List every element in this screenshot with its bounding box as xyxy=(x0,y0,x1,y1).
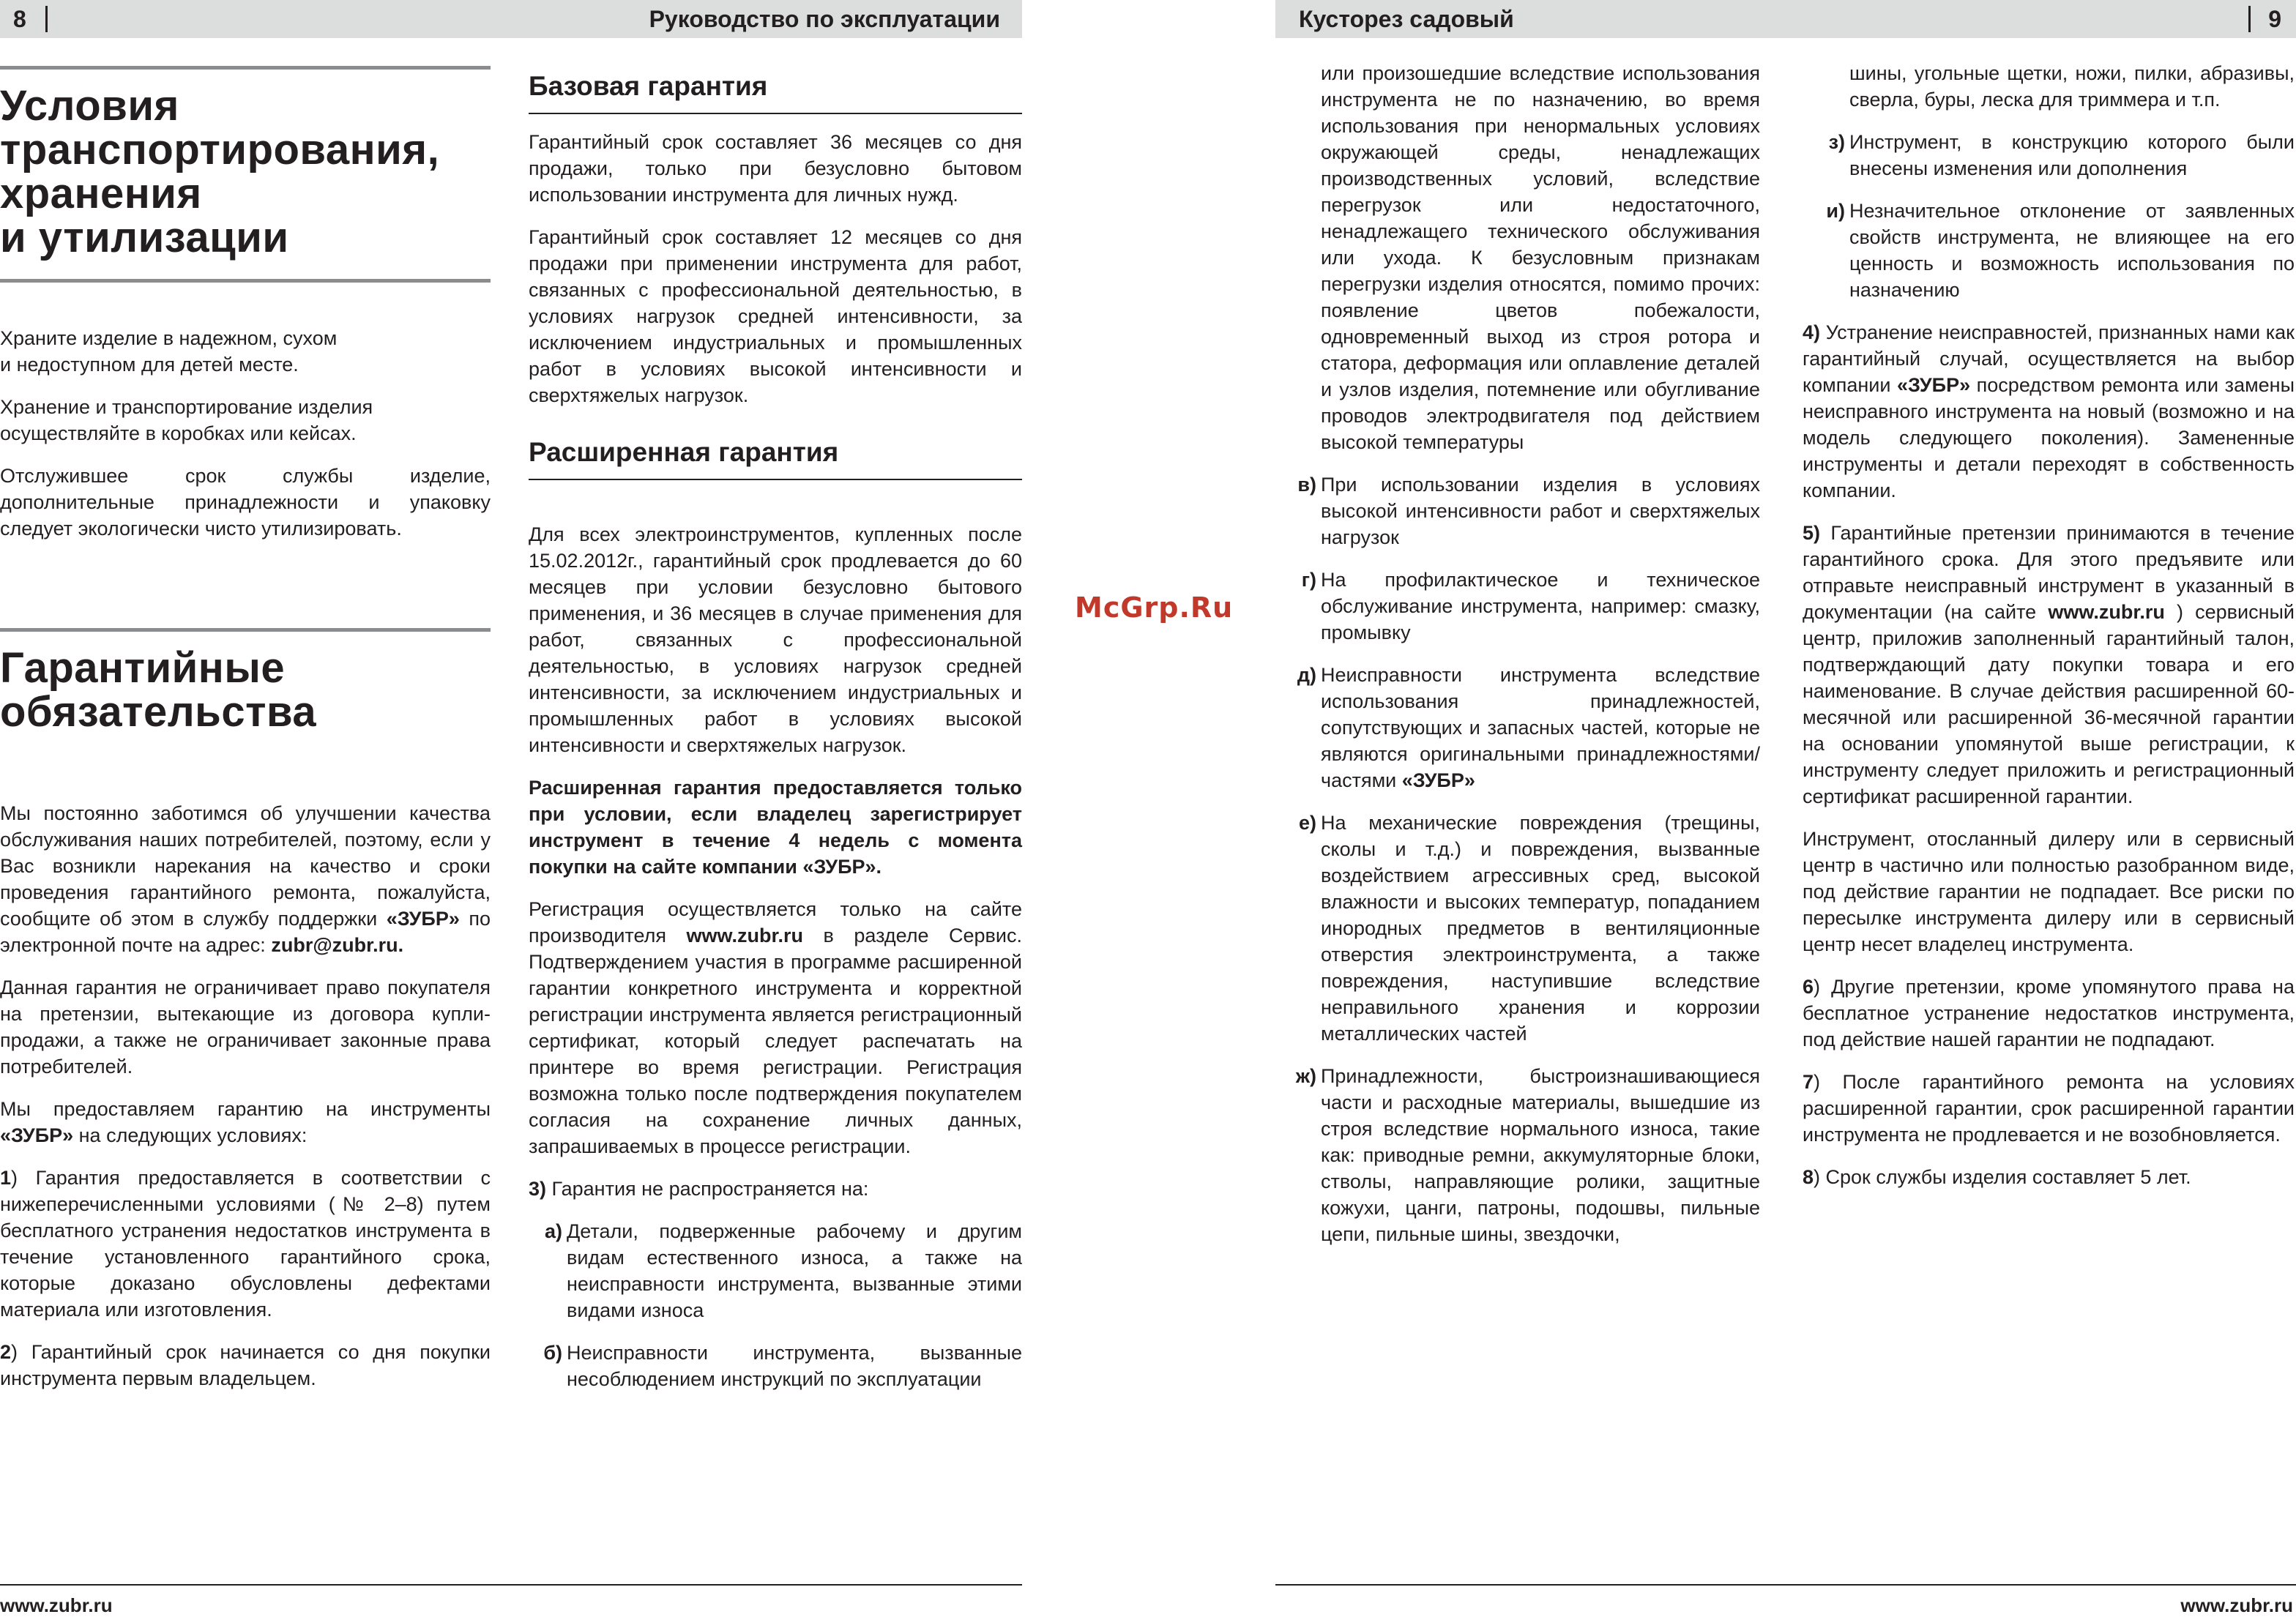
basic-warranty-paragraph: Гарантийный срок составляет 12 месяцев со дня продажи при применении инструмента для работ, связанных с профессиональной деятельностью, в условиях нагрузок средней интенсивности, за исключением индустриальных и промышленных работ в условиях высокой интенсивности и сверхтяжелых нагрузок. xyxy=(529,226,1022,406)
extended-warranty-paragraph: Для всех электроинструментов, купленных после 15.02.2012г., гарантийный срок продлевается до 60 месяцев при условии безусловно бытового применения, и 36 месяцев в случае применения для работ, связанных с профессиональной деятельностью, в условиях нагрузок средней интенсивности, за исключением индустриальных и промышленных работ в условиях высокой интенсивности и сверхтяжелых нагрузок. xyxy=(529,523,1022,756)
footer-rule-right xyxy=(1275,1584,2296,1586)
site-link: www.zubr.ru xyxy=(2048,601,2165,623)
condition-4: 4) Устранение неисправностей, признанных нами как гарантийный случай, осуществляется на выбор компании «ЗУБР» посредством ремонта или замены неисправного инструмента на новый (возможно и на модель следующего поколения). Замененные инструменты и детали переходят в собственность компании. xyxy=(1803,321,2295,501)
left-column-2 xyxy=(529,66,1022,1408)
condition-1: 1) Гарантия предоставляется в соответствии с нижеперечисленными условиями (№ 2–8) путем бесплатного устранения недостатков инструмента в течение установленного гарантийного срока, которые доказано обусловлены дефектами материала или изготовления. xyxy=(0,1167,491,1321)
heading-rule xyxy=(529,479,1022,480)
extended-warranty-condition: Расширенная гарантия предоставляется только при условии, если владелец зарегистрирует инструмент в течение 4 недель с момента покупки на сайте компании «ЗУБР». xyxy=(529,777,1022,878)
condition-7: 7) После гарантийного ремонта на условиях расширенной гарантии, срок расширенной гарантии инструмента не продлевается и не возобновляется. xyxy=(1803,1071,2295,1146)
list-item-b: б) Неисправности инструмента, вызванные несоблюдением инструкций по эксплуатации xyxy=(543,1342,1022,1390)
list-item-g: г) На профилактическое и техническое обслуживание инструмента, например: смазку, промывку xyxy=(1301,569,1760,643)
storage-paragraph: Хранение и транспортирование изделия осуществляйте в коробках или кейсах. xyxy=(0,396,373,444)
right-page-header xyxy=(1275,0,2296,38)
footer-rule-left xyxy=(0,1584,1022,1586)
right-header-title: Кусторез садовый xyxy=(1299,6,1514,32)
left-page-header xyxy=(0,0,1022,38)
right-column-2 xyxy=(1803,60,2295,1206)
support-email: zubr@zubr.ru. xyxy=(271,934,404,956)
left-column-1 xyxy=(0,66,491,1408)
condition-6: 6) Другие претензии, кроме упомянутого права на бесплатное устранение недостатков инструмента, под действие нашей гарантии не подпадают. xyxy=(1803,976,2295,1050)
basic-warranty-title: Базовая гарантия xyxy=(529,71,768,101)
heading-rule xyxy=(529,113,1022,114)
section-title-transport: Условия транспортирования, хранения и утилизации xyxy=(0,82,440,261)
left-header-title: Руководство по эксплуатации xyxy=(649,6,1000,32)
condition-3: 3) Гарантия не распространяется на: xyxy=(529,1178,869,1200)
list-item-b-continued: или произошедшие вследствие использования инструмента не по назначению, во время использования при ненормальных условиях окружающей среды, ненадлежащих производственных условий, вследствие перегрузок или недостаточного, ненадлежащего технического обслуживания или ухода. К безусловным признакам перегрузки изделия относятся, помимо прочих: появление цветов побежалости, одновременный выход из строя ротора и статора, деформация или оплавление деталей и узлов изделия, потемнение или обугливание проводов электродвигателя под действием высокой температуры xyxy=(1321,62,1760,453)
section-rule xyxy=(0,628,491,632)
warranty-conditions-intro: Мы предоставляем гарантию на инструменты «ЗУБР» на следующих условиях: xyxy=(0,1098,491,1146)
dealer-paragraph: Инструмент, отосланный дилеру или в сервисный центр в частично или полностью разобранном виде, под действие гарантии не подпадает. Все риски по пересылке инструмента дилеру или в сервисный центр несет владелец инструмента. xyxy=(1803,828,2295,955)
warranty-intro-paragraph: Мы постоянно заботимся об улучшении качества обслуживания наших потребителей, поэтому, если у Вас возникли нарекания на качество и сроки проведения гарантийного ремонта, пожалуйста, сообщите об этом в службу поддержки «ЗУБР» по электронной почте на адрес: zubr@zubr.ru. xyxy=(0,802,491,956)
site-link: www.zubr.ru xyxy=(686,925,803,946)
section-rule xyxy=(0,66,491,70)
storage-paragraph: Храните изделие в надежном, сухом и недоступном для детей месте. xyxy=(0,327,338,376)
list-item-v: в) При использовании изделия в условиях высокой интенсивности работ и сверхтяжелых нагрузок xyxy=(1297,474,1760,548)
left-page-number: 8 xyxy=(13,6,26,32)
footer-url-left[interactable]: www.zubr.ru xyxy=(0,1594,113,1616)
condition-2: 2) Гарантийный срок начинается со дня покупки инструмента первым владельцем. xyxy=(0,1341,491,1389)
list-item-z: з) Инструмент, в конструкцию которого были внесены изменения или дополнения xyxy=(1828,131,2295,179)
disposal-paragraph: Отслужившее срок службы изделие, дополнительные принадлежности и упаковку следует экологически чисто утилизировать. xyxy=(0,465,491,539)
right-column-1 xyxy=(1289,60,1760,1263)
list-item-zh-continued: шины, угольные щетки, ножи, пилки, абразивы, сверла, буры, леска для триммера и т.п. xyxy=(1849,62,2295,111)
condition-5: 5) Гарантийные претензии принимаются в течение гарантийного срока. Для этого предъявите или отправьте неисправный инструмент в указанный в документации (на сайте www.zubr.ru ) сервисный центр, приложив заполненный гарантийный талон, подтверждающий дату покупки товара и его наименование. В случае действия расширенной 60-месячной или расширенной 36-месячной гарантии на основании упомянутой выше регистрации, к инструменту следует приложить и регистрационный сертификат расширенной гарантии. xyxy=(1803,522,2295,807)
header-divider xyxy=(45,6,48,32)
basic-warranty-paragraph: Гарантийный срок составляет 36 месяцев со дня продажи, только при безусловно бытовом использовании инструмента для личных нужд. xyxy=(529,131,1022,206)
warranty-rights-paragraph: Данная гарантия не ограничивает право покупателя на претензии, вытекающие из договора купли-продажи, а также не ограничивает законные права потребителей. xyxy=(0,976,491,1078)
list-item-d: д) Неисправности инструмента вследствие использования принадлежностей, сопутствующих и запасных частей, которые не являются оригинальными принадлежностями/частями «ЗУБР» xyxy=(1297,664,1760,791)
registration-paragraph: Регистрация осуществляется только на сайте производителя www.zubr.ru в разделе Сервис. Подтверждением участия в программе расширенной гарантии конкретного инструмента и корректной регистрации инструмента является регистрационный сертификат, который следует распечатать на принтере во время регистрации. Регистрация возможна только после подтверждения покупателем согласия на сохранение личных данных, запрашиваемых в процессе регистрации. xyxy=(529,898,1022,1157)
extended-warranty-title: Расширенная гарантия xyxy=(529,437,839,467)
list-item-i: и) Незначительное отклонение от заявленных свойств инструмента, не влияющее на его ценность и возможность использования по назначению xyxy=(1826,200,2295,301)
section-title-warranty: Гарантийные обязательства xyxy=(0,644,317,736)
footer-url-right[interactable]: www.zubr.ru xyxy=(2180,1594,2293,1616)
list-item-zh: ж) Принадлежности, быстроизнашивающиеся части и расходные материалы, вышедшие из строя вследствие нормального износа, такие как: приводные ремни, аккумуляторные блоки, стволы, направляющие ролики, защитные кожухи, цанги, патроны, подошвы, пильные цепи, пильные шины, звездочки, xyxy=(1295,1065,1760,1245)
header-divider xyxy=(2248,6,2251,32)
right-page-number: 9 xyxy=(2268,6,2281,32)
section-rule xyxy=(0,279,491,283)
condition-8: 8) Срок службы изделия составляет 5 лет. xyxy=(1803,1166,2191,1188)
list-item-a: а) Детали, подверженные рабочему и другим видам естественного износа, а также на неисправности инструмента, вызванные этими видами износа xyxy=(544,1220,1022,1321)
list-item-e: е) На механические повреждения (трещины, сколы и т.д.) и повреждения, вызванные воздействием агрессивных сред, высокой влажности и высоких температур, попаданием инородных предметов в вентиляционные отверстия электроинструмента, а также повреждения, наступившие вследствие неправильного хранения и коррозии металлических частей xyxy=(1298,812,1760,1045)
watermark: McGrp.Ru xyxy=(1075,591,1234,624)
